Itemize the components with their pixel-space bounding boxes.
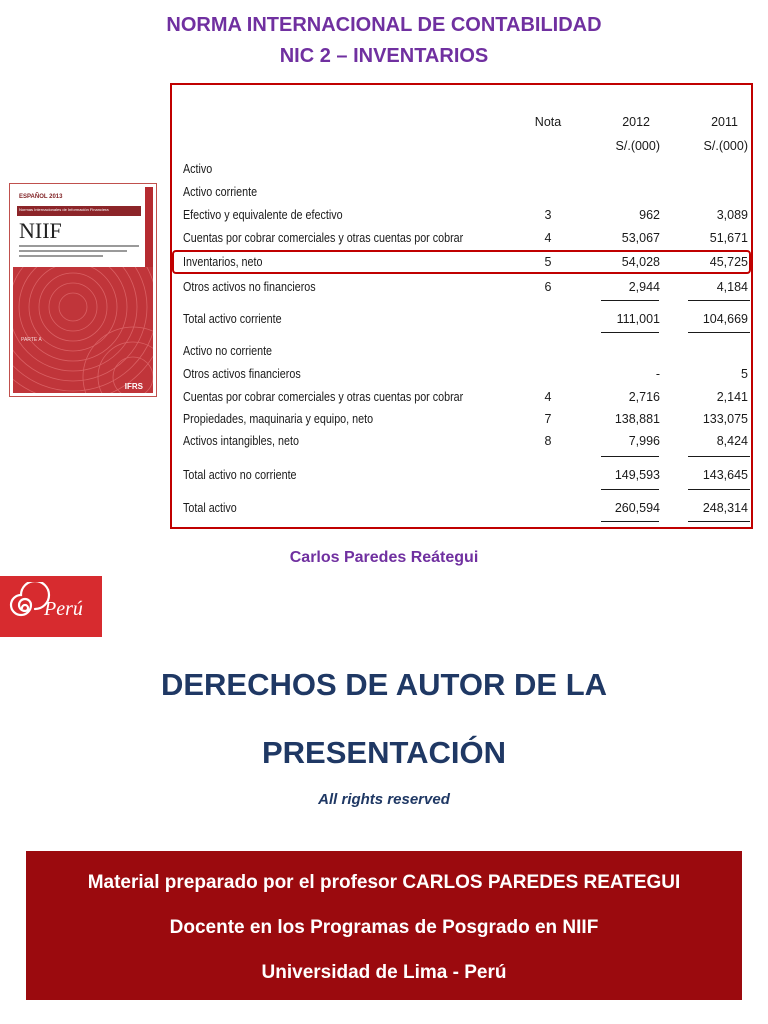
table-row-total: Total activo 260,594 248,314 bbox=[183, 501, 748, 515]
table-row: Otros activos no financieros 6 2,944 4,184 bbox=[183, 280, 748, 294]
book-year: ESPAÑOL 2013 bbox=[19, 194, 63, 200]
peru-brand-logo bbox=[0, 576, 102, 637]
rule-line bbox=[688, 489, 750, 490]
header-2012: 2012 bbox=[622, 115, 650, 129]
rule-line bbox=[601, 300, 659, 301]
table-row: Cuentas por cobrar comerciales y otras cuentas por cobrar 4 2,716 2,141 bbox=[183, 390, 748, 404]
title-line-1: NORMA INTERNACIONAL DE CONTABILIDAD bbox=[166, 14, 602, 36]
table-row: Activo no corriente bbox=[183, 344, 273, 358]
banner-line-2: Docente en los Programas de Posgrado en NIIF bbox=[169, 917, 599, 938]
rule-line bbox=[688, 456, 750, 457]
book-title: NIIF bbox=[19, 218, 62, 243]
book-arc-pattern-icon bbox=[13, 267, 153, 393]
table-row-inventarios: Inventarios, neto 5 54,028 45,725 bbox=[183, 255, 748, 269]
table-header-years bbox=[172, 113, 751, 131]
inventarios-highlight-box bbox=[172, 250, 751, 274]
rule-line bbox=[688, 521, 750, 522]
rule-line bbox=[601, 456, 659, 457]
table-row: Activo bbox=[183, 162, 213, 176]
rule-line bbox=[601, 521, 659, 522]
table-row: Efectivo y equivalente de efectivo 3 962 3,089 bbox=[183, 208, 748, 222]
author-name: Carlos Paredes Reátegui bbox=[289, 549, 479, 566]
table-header-units bbox=[172, 137, 751, 155]
copyright-heading-line-2: PRESENTACIÓN bbox=[261, 735, 506, 770]
table-row-total: Total activo no corriente 149,593 143,645 bbox=[183, 468, 748, 482]
svg-text:Perú: Perú bbox=[44, 598, 83, 620]
rule-line bbox=[601, 489, 659, 490]
unit-2011: S/.(000) bbox=[703, 139, 748, 153]
credits-banner bbox=[26, 851, 742, 1000]
title-line-2: NIC 2 – INVENTARIOS bbox=[279, 45, 489, 67]
banner-line-3: Universidad de Lima - Perú bbox=[261, 962, 507, 983]
book-text-lines bbox=[19, 245, 139, 260]
book-publisher: IFRS bbox=[124, 382, 143, 391]
header-2011: 2011 bbox=[711, 115, 738, 129]
table-row: Activo corriente bbox=[183, 185, 258, 199]
rule-line bbox=[601, 332, 659, 333]
rule-line bbox=[688, 300, 750, 301]
book-subtitle: Normas Internacionales de Información Financiera bbox=[19, 207, 109, 212]
table-row: Propiedades, maquinaria y equipo, neto 7 138,881 133,075 bbox=[183, 412, 748, 426]
banner-line-1: Material preparado por el profesor CARLOS PAREDES REATEGUI bbox=[87, 872, 681, 893]
header-nota: Nota bbox=[534, 115, 562, 129]
balance-sheet-table bbox=[170, 83, 753, 529]
table-row-total: Total activo corriente 111,001 104,669 bbox=[183, 312, 748, 326]
peru-spiral-icon bbox=[6, 582, 98, 632]
table-row: Cuentas por cobrar comerciales y otras cuentas por cobrar 4 53,067 51,671 bbox=[183, 231, 748, 245]
rule-line bbox=[688, 332, 750, 333]
unit-2012: S/.(000) bbox=[615, 139, 660, 153]
table-row: Activos intangibles, neto 8 7,996 8,424 bbox=[183, 434, 748, 448]
table-row: Otros activos financieros - 5 bbox=[183, 367, 748, 381]
book-part: PARTE A bbox=[21, 337, 42, 343]
all-rights-reserved: All rights reserved bbox=[318, 791, 450, 808]
niif-book-cover bbox=[9, 183, 157, 397]
copyright-heading-line-1: DERECHOS DE AUTOR DE LA bbox=[160, 667, 608, 702]
